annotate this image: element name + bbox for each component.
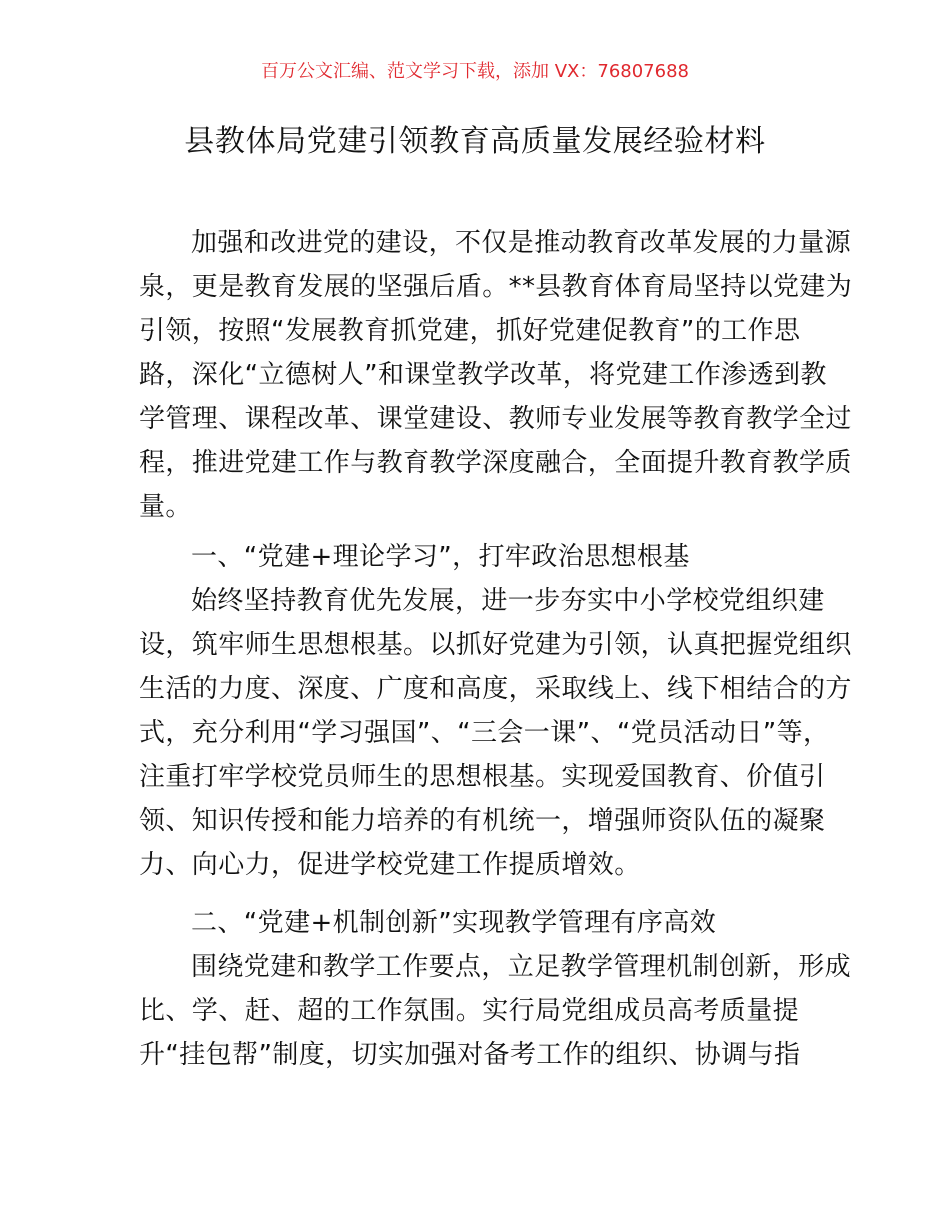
heading-text: 二、“党建+机制创新”实现教学管理有序高效 bbox=[191, 908, 717, 938]
document-title: 县教体局党建引领教育高质量发展经验材料 bbox=[184, 124, 766, 159]
paragraph-line: 路，深化“立德树人”和课堂教学改革，将党建工作渗透到教 bbox=[139, 360, 827, 390]
paragraph-line: 围绕党建和教学工作要点，立足教学管理机制创新，形成 bbox=[191, 952, 852, 982]
paragraph-line: 量。 bbox=[139, 492, 192, 522]
heading-text: 一、“党建+理论学习”，打牢政治思想根基 bbox=[191, 542, 690, 572]
paragraph-line: 设，筑牢师生思想根基。以抓好党建为引领，认真把握党组织 bbox=[139, 630, 852, 660]
paragraph-line: 领、知识传授和能力培养的有机统一，增强师资队伍的凝聚 bbox=[139, 806, 826, 836]
paragraph-line: 引领，按照“发展教育抓党建，抓好党建促教育”的工作思 bbox=[139, 316, 801, 346]
paragraph-line: 注重打牢学校党员师生的思想根基。实现爱国教育、价值引 bbox=[139, 762, 826, 792]
paragraph-line: 泉，更是教育发展的坚强后盾。**县教育体育局坚持以党建为 bbox=[139, 272, 853, 302]
paragraph-section-1 bbox=[139, 579, 852, 887]
paragraph-line: 学管理、课程改革、课堂建设、教师专业发展等教育教学全过 bbox=[139, 404, 852, 434]
document-body bbox=[139, 221, 853, 1077]
watermark-banner: 百万公文汇编、范文学习下载，添加 VX：76807688 bbox=[261, 61, 689, 82]
paragraph-line: 生活的力度、深度、广度和高度，采取线上、线下相结合的方 bbox=[139, 674, 852, 704]
paragraph-line: 程，推进党建工作与教育教学深度融合，全面提升教育教学质 bbox=[139, 448, 852, 478]
paragraph-line: 加强和改进党的建设，不仅是推动教育改革发展的力量源 bbox=[191, 228, 852, 258]
paragraph-line: 升“挂包帮”制度，切实加强对备考工作的组织、协调与指 bbox=[139, 1040, 801, 1070]
paragraph-line: 式，充分利用“学习强国”、“三会一课”、“党员活动日”等， bbox=[139, 718, 830, 748]
paragraph-line: 力、向心力，促进学校党建工作提质增效。 bbox=[139, 850, 641, 880]
section-heading-1 bbox=[139, 535, 819, 579]
paragraph-section-2 bbox=[139, 945, 852, 1077]
paragraph-line: 始终坚持教育优先发展，进一步夯实中小学校党组织建 bbox=[191, 586, 825, 616]
paragraph-intro bbox=[139, 221, 853, 529]
paragraph-line: 比、学、赶、超的工作氛围。实行局党组成员高考质量提 bbox=[139, 996, 800, 1026]
section-heading-2 bbox=[139, 901, 819, 945]
